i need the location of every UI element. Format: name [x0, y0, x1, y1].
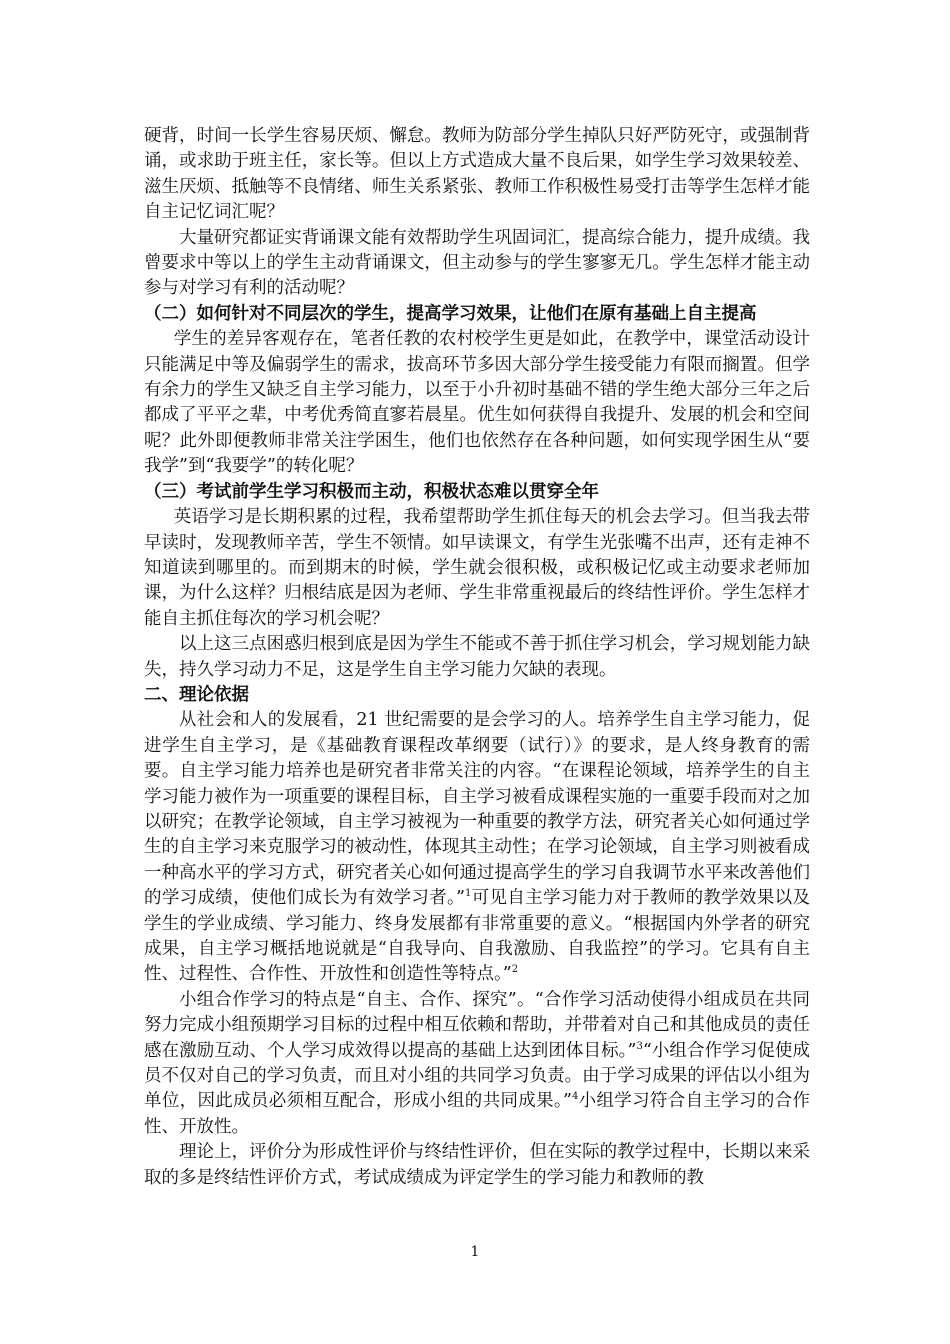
section-heading: 二、理论依据: [144, 684, 249, 705]
paragraph: 大量研究都证实背诵课文能有效帮助学生巩固词汇，提高综合能力，提升成绩。我曾要求中等以上的学生主动背诵课文，但主动参与的学生寥寥无几。学生怎样才能主动参与对学习有利的活动呢？: [144, 227, 810, 299]
paragraph: 英语学习是长期积累的过程，我希望帮助学生抓住每天的机会去学习。但当我去带早读时，发现教师辛苦，学生不领情。如早读课文，有学生光张嘴不出声，还有走神不知道读到哪里的。而到期末的时候，学生就会很积极，或积极记忆或主动要求老师加课，为什么这样？归根结底是因为老师、学生非常重视最后的终结性评价。学生怎样才能自主抓住每次的学习机会呢？: [144, 507, 810, 629]
paragraph: 以上这三点困惑归根到底是因为学生不能或不善于抓住学习机会，学习规划能力缺失，持久学习动力不足，这是学生自主学习能力欠缺的表现。: [144, 634, 810, 680]
paragraph: [144, 988, 810, 1140]
footnote-ref: 3: [636, 1040, 643, 1052]
footnote-ref: 1: [465, 888, 472, 900]
paragraph: [144, 708, 810, 987]
subsection-heading: （三）考试前学生学习积极而主动，积极状态难以贯穿全年: [144, 481, 599, 502]
paragraph: 理论上，评价分为形成性评价与终结性评价，但在实际的教学过程中，长期以来采取的多是终结性评价方式，考试成绩成为评定学生的学习能力和教师的教: [144, 1142, 810, 1188]
paragraph-text: 从社会和人的发展看，21 世纪需要的是会学习的人。培养学生自主学习能力，促进学生自主学习，是《基础教育课程改革纲要（试行）》的要求，是人终身教育的需要。自主学习能力培养也是研究者非常关注的内容。“在课程论领域，培养学生的自主学习能力被作为一项重要的课程目标，自主学习被看成课程实施的一重要手段而对之加以研究；在教学论领域，自主学习被视为一种重要的教学方法，研究者关心如何通过学生的自主学习来克服学习的被动性，体现其主动性；在学习论领域，自主学习则被看成一种高水平的学习方式，研究者关心如何通过提高学生的学习自我调节水平来改善他们的学习成绩，使他们成长为有效学习者。”: [144, 710, 810, 909]
subsection-heading: （二）如何针对不同层次的学生，提高学习效果，让他们在原有基础上自主提高: [144, 303, 757, 324]
page-number: 1: [470, 1244, 480, 1260]
paragraph-text: “小组合作学习促使成员不仅对自己的学习负责，而且对小组的共同学习负责。由于学习成果的评估以小组为单位，因此成员必须相互配合，形成小组的共同成果。”: [144, 1040, 810, 1112]
document-body: [144, 124, 810, 1191]
footnote-ref: 4: [571, 1091, 579, 1103]
paragraph-text: 小组合作学习的特点是“自主、合作、探究”。“合作学习活动使得小组成员在共同努力完成小组预期学习目标的过程中相互依赖和帮助，并带着对自己和其他成员的责任感在激励互动、个人学习成效得以提高的基础上达到团体目标。”: [144, 989, 810, 1061]
paragraph-text: 小组学习符合自主学习的合作性、开放性。: [144, 1091, 811, 1137]
paragraph: 硬背，时间一长学生容易厌烦、懈怠。教师为防部分学生掉队只好严防死守，或强制背诵，或求助于班主任，家长等。但以上方式造成大量不良后果，如学生学习效果较差、滋生厌烦、抵触等不良情绪、师生关系紧张、教师工作积极性易受打击等学生怎样才能自主记忆词汇呢？: [144, 126, 810, 223]
footnote-ref: 2: [511, 964, 519, 976]
paragraph: 学生的差异客观存在，笔者任教的农村校学生更是如此，在教学中，课堂活动设计只能满足中等及偏弱学生的需求，拔高环节多因大部分学生接受能力有限而搁置。但学有余力的学生又缺乏自主学习能力，以至于小升初时基础不错的学生绝大部分三年之后都成了平平之辈，中考优秀简直寥若晨星。优生如何获得自我提升、发展的机会和空间呢？此外即便教师非常关注学困生，他们也依然存在各种问题，如何实现学困生从“要我学”到“我要学”的转化呢？: [144, 329, 810, 477]
paragraph-text: 可见自主学习能力对于教师的教学效果以及学生的学业成绩、学习能力、终身发展都有非常重要的意义。“根据国内外学者的研究成果，自主学习概括地说就是“自我导向、自我激励、自我监控”的学习。它具有自主性、过程性、合作性、开放性和创造性等特点。”: [144, 888, 810, 985]
